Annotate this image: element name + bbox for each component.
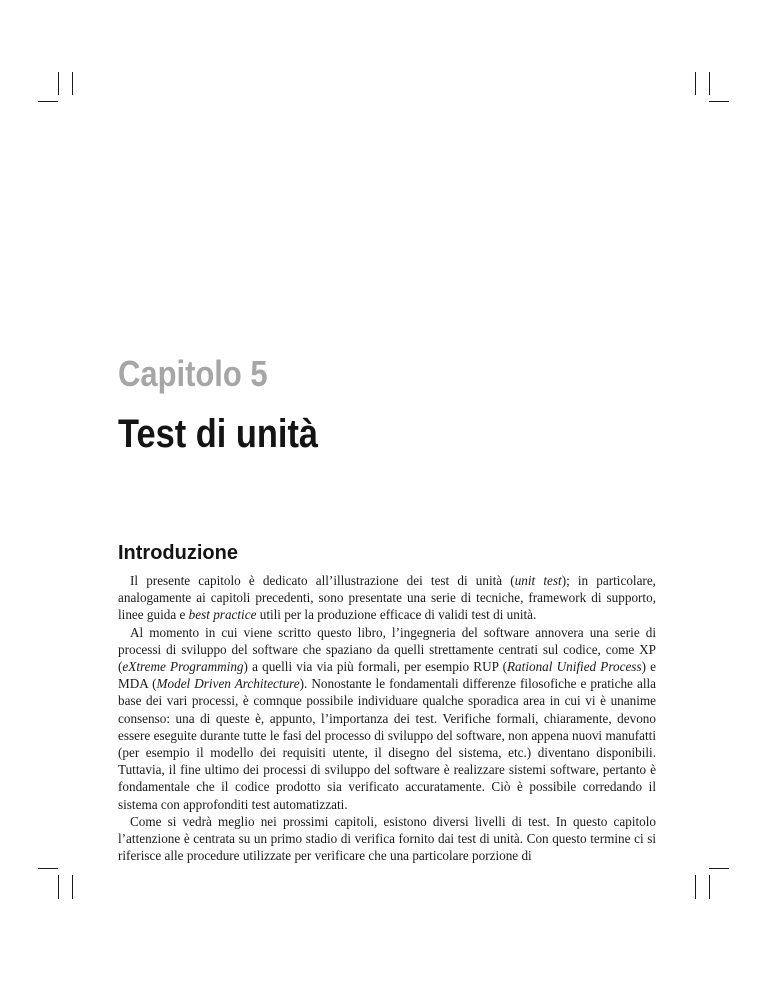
- paragraph: [118, 813, 656, 865]
- crop-mark-top-right-v1: [695, 72, 696, 95]
- chapter-label: Capitolo 5: [118, 353, 268, 394]
- text-run: Come si vedrà meglio nei prossimi capitoli, esistono diversi livelli di test. In questo capitolo l’attenzione è centrata su un primo stadio di verifica fornito dai test di unità. Con questo termine ci si riferisce alle procedure utilizzate per verificare che una particolare porzione di: [118, 813, 656, 864]
- crop-mark-bottom-right-v2: [709, 875, 710, 899]
- text-run: ). Nonostante le fondamentali differenze filosofiche e pratiche alla base dei vari processi, è comnque possibile individuare qualche sporadica area in cui vi è unanime consenso: una di queste è, appunto, l’importanza dei test. Verifiche formali, chiaramente, devono essere eseguite durante tutte le fasi del processo di sviluppo del software, non appena nuovi manufatti (per esempio il modello dei requisiti utente, il disegno del sistema, etc.) diventano disponibili. Tuttavia, il fine ultimo dei processi di sviluppo del software è realizzare sistemi software, pertanto è fondamentale che il codice prodotto sia verificato accuratamente. Ciò è possibile corredando il sistema con approfonditi test automatizzati.: [118, 676, 656, 812]
- body-text: [118, 572, 656, 864]
- crop-mark-top-left-v2: [72, 72, 73, 95]
- crop-mark-top-right-h: [709, 101, 729, 102]
- text-run: ); in particolare, analogamente ai capitoli precedenti, sono presentate una serie di tecniche, framework di supporto, linee guida e: [118, 573, 656, 623]
- chapter-title: Test di unità: [118, 412, 319, 456]
- text-run: ) e MDA (: [118, 659, 656, 692]
- section-heading: Introduzione: [118, 542, 238, 564]
- italic-term: best practice: [188, 607, 257, 623]
- crop-mark-bottom-left-v2: [72, 875, 73, 899]
- crop-mark-top-right-v2: [709, 72, 710, 95]
- crop-mark-bottom-left-v1: [58, 875, 59, 899]
- crop-mark-bottom-left-h: [38, 868, 58, 869]
- crop-mark-bottom-right-h: [709, 868, 729, 869]
- text-run: Il presente capitolo è dedicato all’illustrazione dei test di unità (: [130, 573, 515, 588]
- italic-term: Rational Unified Process: [507, 659, 642, 675]
- italic-term: Model Driven Architecture: [156, 676, 300, 692]
- italic-term: eXtreme Programming: [122, 659, 244, 675]
- text-run: Al momento in cui viene scritto questo libro, l’ingegneria del software annovera una serie di processi di sviluppo del software che spaziano da quelli strettamente centrati sul codice, come XP (: [118, 624, 656, 675]
- text-run: utili per la produzione efficace di validi test di unità.: [256, 607, 537, 623]
- crop-mark-top-left-h: [38, 101, 58, 102]
- paragraph: [118, 572, 656, 624]
- text-run: ) a quelli via via più formali, per esempio RUP (: [243, 659, 507, 675]
- italic-term: unit test: [514, 573, 562, 588]
- crop-mark-top-left-v1: [58, 72, 59, 95]
- crop-mark-bottom-right-v1: [695, 875, 696, 899]
- paragraph: [118, 624, 656, 813]
